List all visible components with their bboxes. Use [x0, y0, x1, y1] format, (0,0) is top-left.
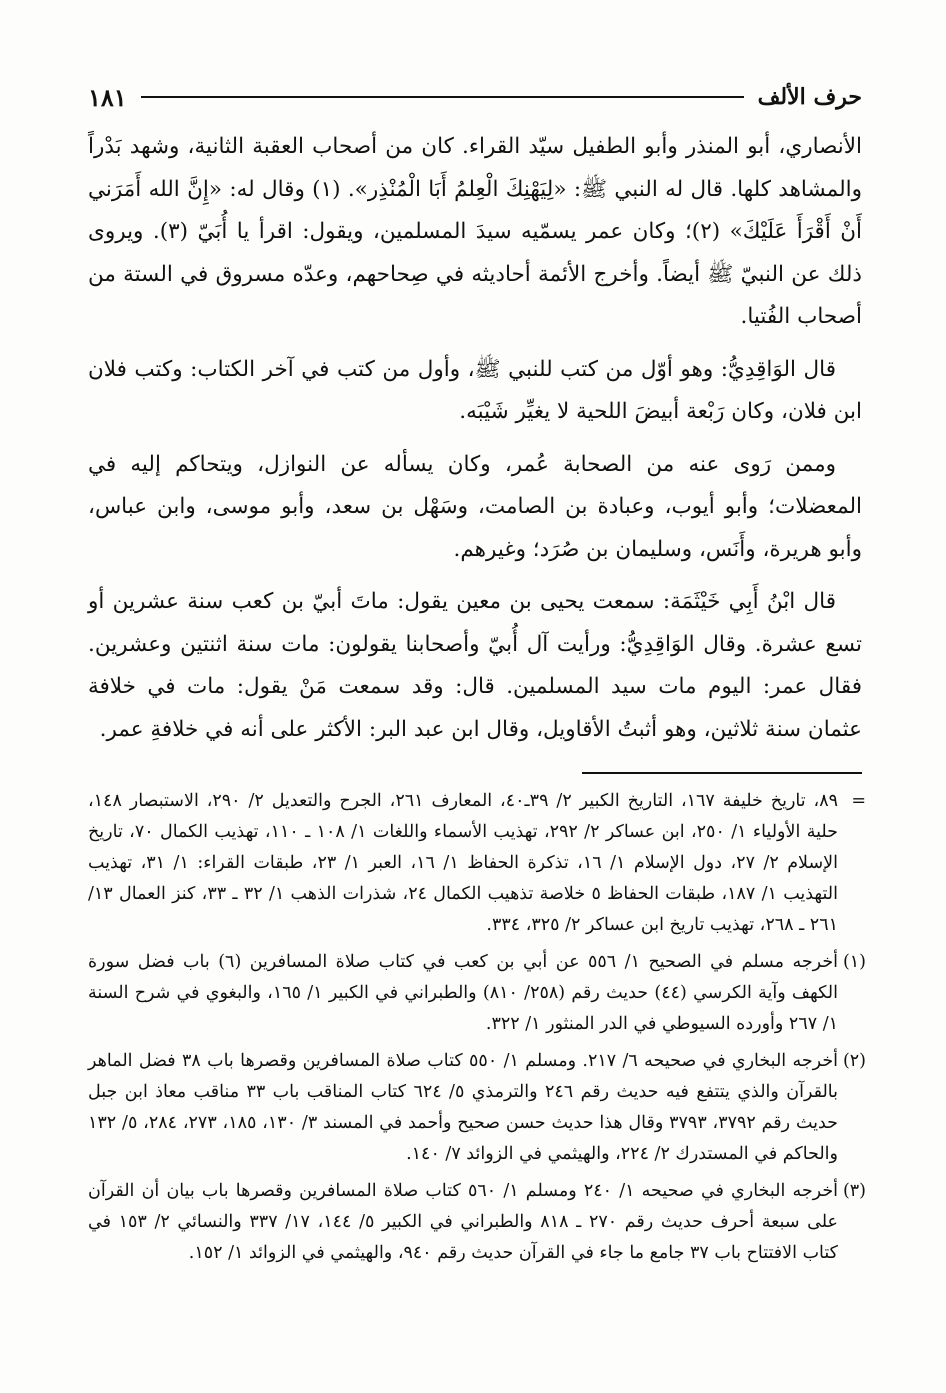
paragraph: الأنصاري، أبو المنذر وأبو الطفيل سيّد القراء. كان من أصحاب العقبة الثانية، وشهد بَدْراً والمشاهد كلها. قال له النبي ﷺ: «لِيَهْنِكَ الْعِلمُ أَبَا الْمُنْذِر». (١) وقال له: «إِنَّ الله أَمَرَني أَنْ أَقْرَأَ عَلَيْكَ» (٢)؛ وكان عمر يسمّيه سيدَ المسلمين، ويقول: اقرأ يا أُبَيّ (٣). ويروى ذلك عن النبيّ ﷺ أيضاً. وأخرج الأئمة أحاديثه في صِحاحهم، وعدّه مسروق في الستة من أصحاب الفُتيا. — [88, 134, 862, 329]
header-rule — [141, 96, 744, 98]
footnote-mark: (٣) — [842, 1181, 866, 1201]
footnote-text: أخرجه مسلم في الصحيح ١/ ٥٥٦ عن أبي بن كعب في كتاب صلاة المسافرين (٦) باب فضل سورة الكهف وآية الكرسي (٤٤) حديث رقم (٢٥٨/ ٨١٠) والطبراني في الكبير ١/ ١٦٥، والبغوي في شرح السنة ١/ ٢٦٧ وأورده السيوطي في الدر المنثور ١/ ٣٢٢. — [88, 952, 839, 1034]
footnote-text: أخرجه البخاري في صحيحه ١/ ٢٤٠ ومسلم ١/ ٥٦٠ كتاب صلاة المسافرين وقصرها باب بيان أن القرآن على سبعة أحرف حديث رقم ٢٧٠ ـ ٨١٨ والطبراني في الكبير ٥/ ١٤٤، ١٧/ ٣٣٧ والنسائي ٢/ ١٥٣ في كتاب الافتتاح باب ٣٧ جامع ما جاء في القرآن حديث رقم ٩٤٠، والهيثمي في الزوائد ١/ ١٥٢. — [88, 1181, 838, 1263]
footnote — [88, 947, 866, 1040]
paragraph: قال الوَاقِدِيُّ: وهو أوّل من كتب للنبي ﷺ، وأول من كتب في آخر الكتاب: وكتب فلان ابن فلان، وكان رَبْعة أبيضَ اللحية لا يغيِّر شَيْبَه. — [88, 356, 862, 424]
footnote-text: أخرجه البخاري في صحيحه ٦/ ٢١٧. ومسلم ١/ ٥٥٠ كتاب صلاة المسافرين وقصرها باب ٣٨ فضل الماهر بالقرآن والذي يتتفع فيه حديث رقم ٢٤٦ والترمذي ٥/ ٦٢٤ كتاب المناقب باب ٣٣ مناقب معاذ ابن جبل حديث رقم ٣٧٩٢، ٣٧٩٣ وقال هذا حديث حسن صحيح وأحمد في المسند ٣/ ١٣٠، ١٨٥، ٢٧٣، ٢٨٤، ٥/ ١٣٢ والحاكم في المستدرك ٢/ ٢٢٤، والهيثمي في الزوائد ٧/ ١٤٠. — [88, 1051, 839, 1164]
footnote-divider — [582, 772, 862, 774]
footnote-mark: (٢) — [842, 1051, 866, 1071]
paragraph: قال ابْنُ أَبِي خَيْثَمَة: سمعت يحيى بن معين يقول: ماتَ أبيّ بن كعب سنة عشرين أو تسع عشرة. وقال الوَاقِدِيُّ: ورأيت آل أُبيّ وأصحابنا يقولون: مات سنة اثنتين وعشرين. فقال عمر: اليوم مات سيد المسلمين. قال: وقد سمعت مَنْ يقول: مات في خلافة عثمان سنة ثلاثين، وهو أثبتُ الأقاويل، وقال ابن عبد البر: الأكثر على أنه في خلافةِ عمر. — [88, 589, 862, 742]
footnote — [88, 1046, 866, 1170]
main-text — [88, 126, 862, 761]
footnote — [88, 1176, 866, 1269]
paragraph: وممن رَوى عنه من الصحابة عُمر، وكان يسأله عن النوازل، ويتحاكم إليه في المعضلات؛ وأبو أيوب، وعبادة بن الصامت، وسَهْل بن سعد، وأبو موسى، وابن عباس، وأبو هريرة، وأَنَس، وسليمان بن صُرَد؛ وغيرهم. — [88, 451, 862, 562]
footnote-mark: (١) — [842, 952, 866, 972]
chapter-title: حرف الألف — [757, 84, 862, 110]
page-number: ١٨١ — [88, 82, 127, 112]
page-header — [88, 80, 862, 114]
footnote-mark: = — [851, 791, 866, 811]
footnotes — [88, 786, 866, 1275]
footnote-text: ٨٩، تاريخ خليفة ١٦٧، التاريخ الكبير ٢/ ٣٩ـ٤٠، المعارف ٢٦١، الجرح والتعديل ٢/ ٢٩٠، الاستبصار ١٤٨، حلية الأولياء ١/ ٢٥٠، ابن عساكر ٢/ ٢٩٢، تهذيب الأسماء واللغات ١/ ١٠٨ ـ ١١٠، تهذيب الكمال ٧٠، تاريخ الإسلام ٢/ ٢٧، دول الإسلام ١/ ١٦، تذكرة الحفاظ ١/ ١٦، العبر ١/ ٢٣، طبقات القراء: ١/ ٣١، تهذيب التهذيب ١/ ١٨٧، طبقات الحفاظ ٥ خلاصة تذهيب الكمال ٢٤، شذرات الذهب ١/ ٣٢ ـ ٣٣، كنز العمال ١٣/ ٢٦١ ـ ٢٦٨، تهذيب تاريخ ابن عساكر ٢/ ٣٢٥، ٣٣٤. — [88, 791, 838, 935]
footnote — [88, 786, 866, 941]
